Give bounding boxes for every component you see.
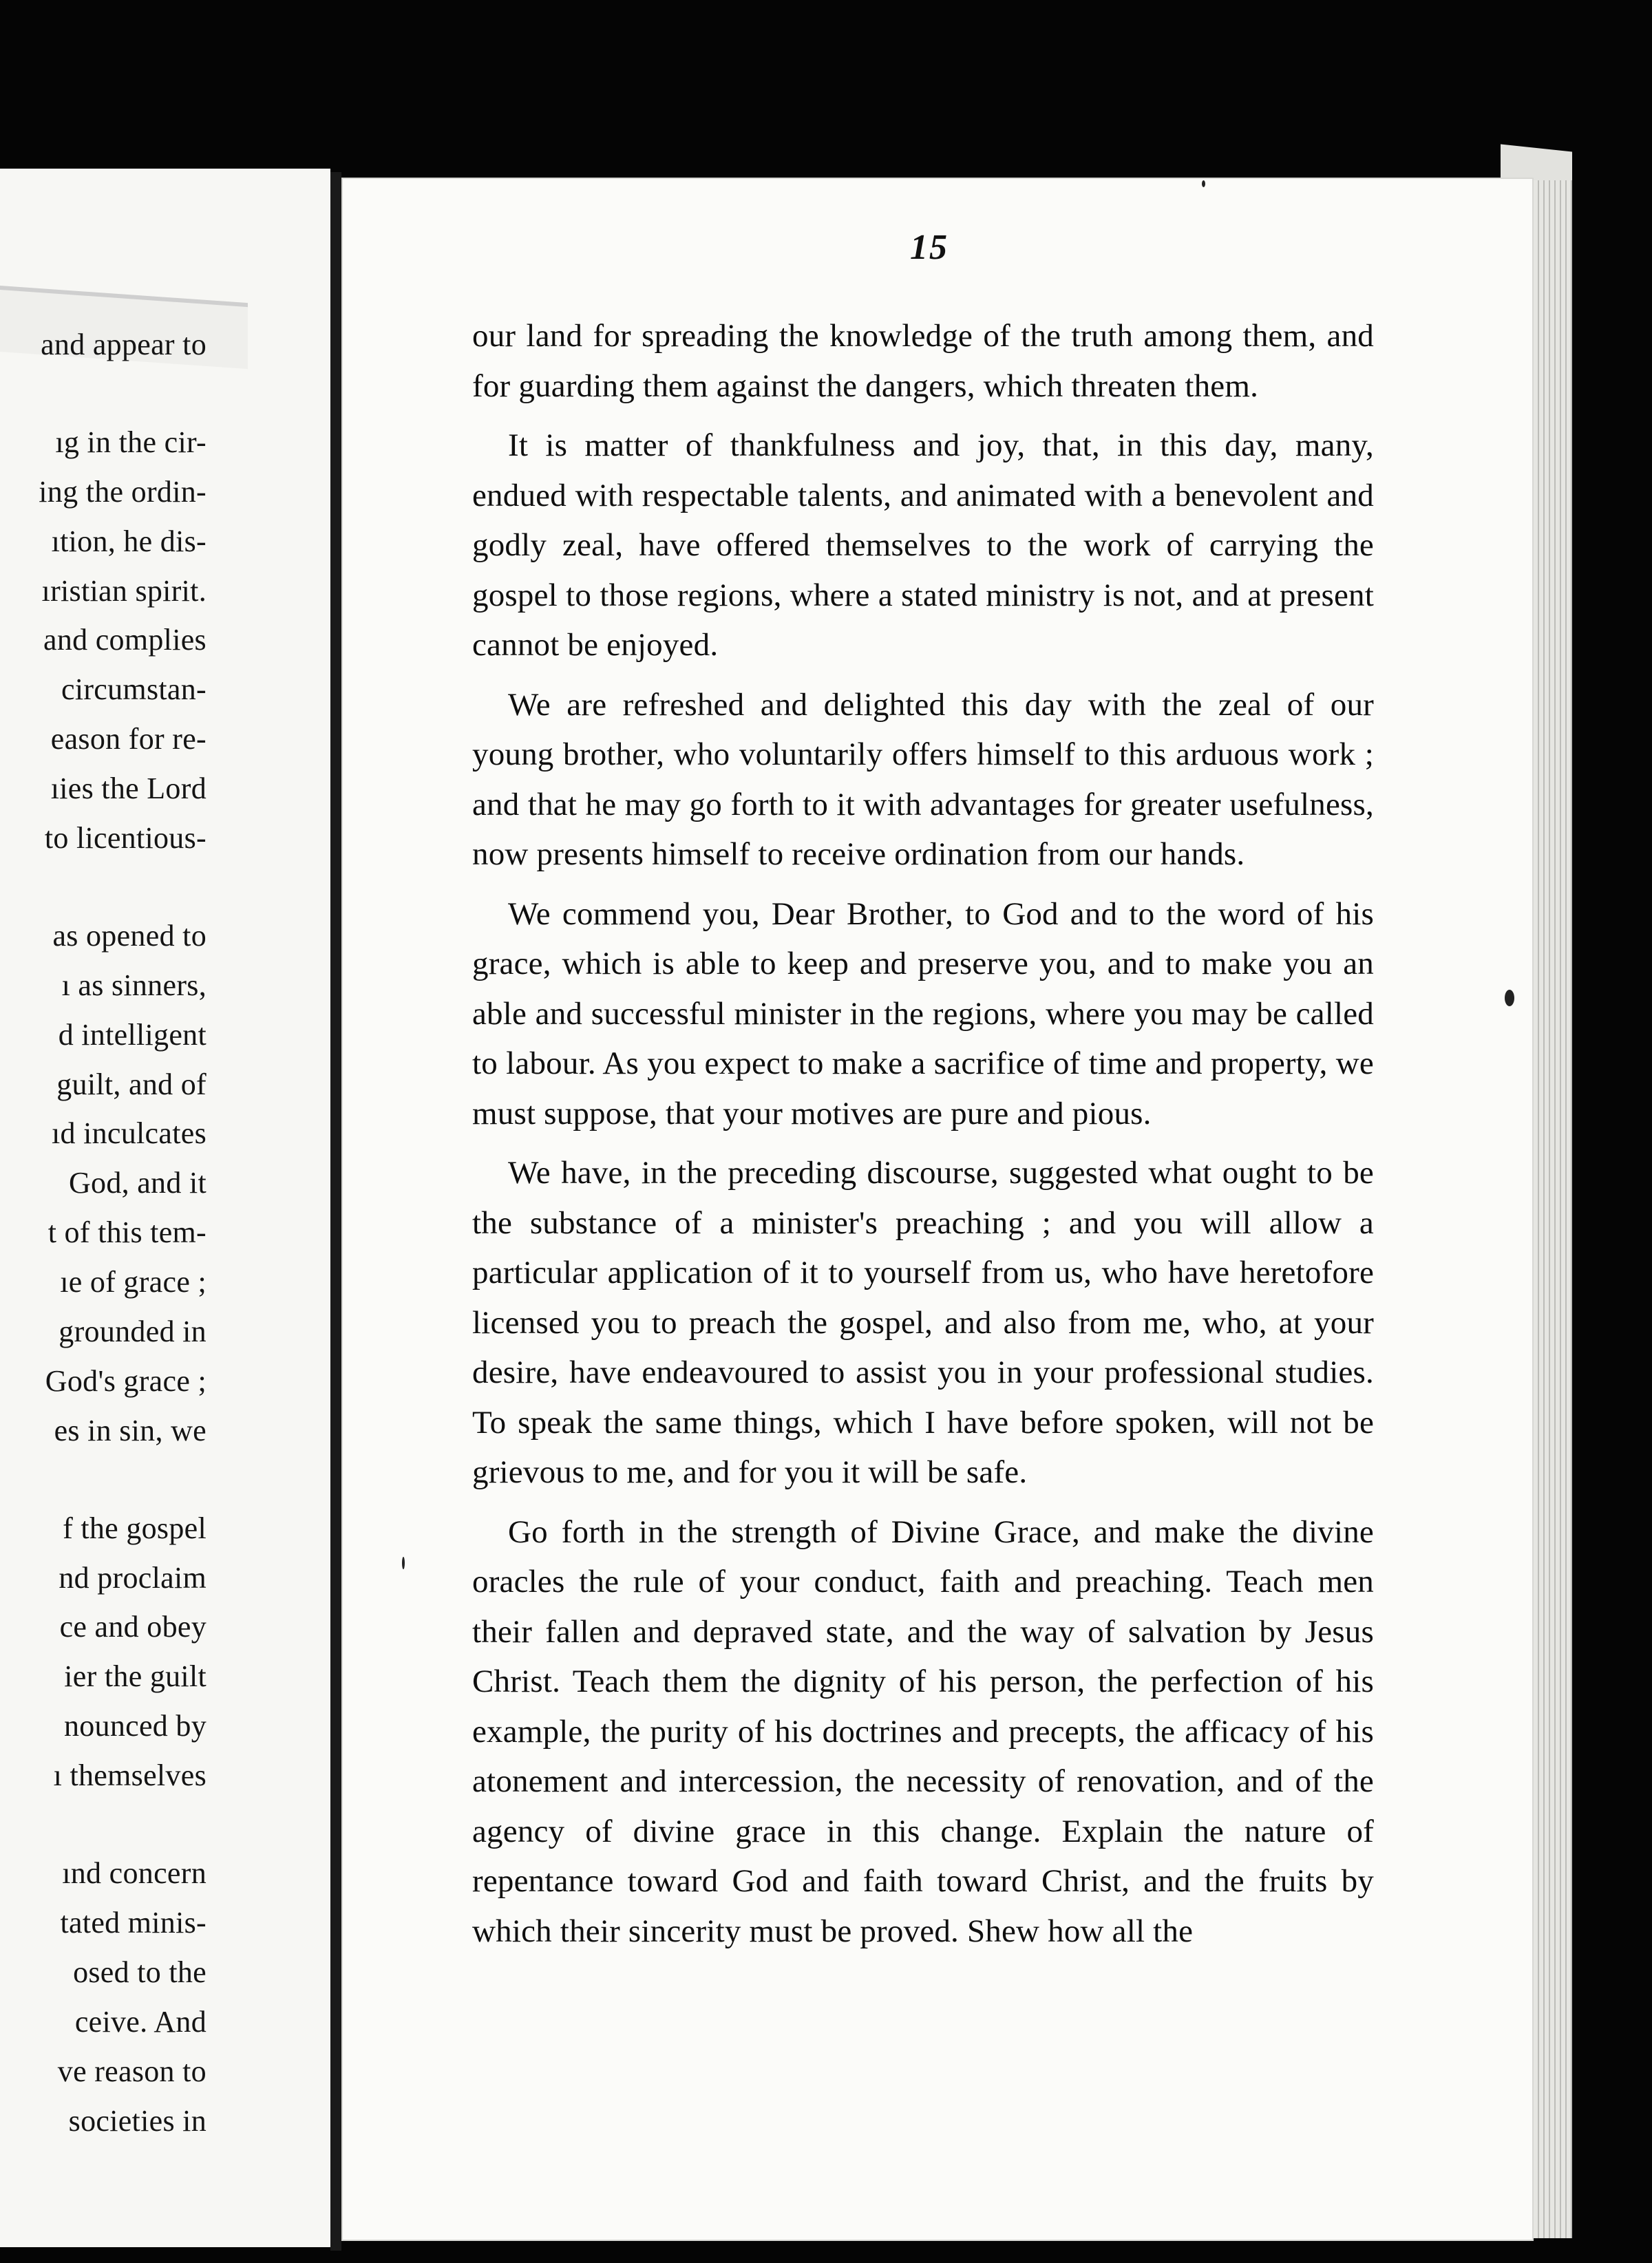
left-page-line: t of this tem- bbox=[47, 1215, 206, 1250]
left-page-line: ıe of grace ; bbox=[60, 1265, 206, 1299]
body-text bbox=[472, 311, 1374, 1966]
page-number: 15 bbox=[910, 228, 949, 267]
left-page-line: to licentious- bbox=[44, 821, 206, 856]
paragraph: our land for spreading the knowledge of the truth among them, and for guarding them against the dangers, which threaten them. bbox=[472, 318, 1374, 404]
left-page-line: osed to the bbox=[73, 1955, 206, 1989]
left-page-line: ıd inculcates bbox=[51, 1116, 206, 1151]
left-page-blank-line bbox=[0, 370, 206, 418]
left-page-line: ı themselves bbox=[53, 1759, 206, 1793]
paragraph: We have, in the preceding discourse, suggested what ought to be the substance of a minister's preaching ; and you will allow a particular application of it to yourself from us, who have heretofore licensed you to preach the gospel, and also from me, who, at your desire, have endeavoured to assist you in your professional studies. To speak the same things, which I have before spoken, will not be grievous to me, and for you it will be safe. bbox=[472, 1155, 1374, 1490]
left-page-line: ier the guilt bbox=[64, 1659, 206, 1694]
left-page-line: tated minis- bbox=[60, 1905, 206, 1940]
left-page-line: ıtion, he dis- bbox=[51, 524, 206, 558]
left-page-line: f the gospel bbox=[63, 1511, 206, 1545]
left-page-line: and complies bbox=[43, 623, 206, 657]
left-page-line: grounded in bbox=[59, 1315, 206, 1349]
paragraph: Go forth in the strength of Divine Grace, and make the divine oracles the rule of your conduct, faith and preaching. Teach men their fallen and depraved state, and the way of salvation by Jesus Christ. Teach them the dignity of his person, the perfection of his example, the purity of his doctrines and precepts, the afficacy of his atonement and intercession, the necessity of renovation, and of the agency of divine grace in this change. Explain the nature of repentance toward God and faith toward Christ, and the fruits by which their sincerity must be proved. Shew how all the bbox=[472, 1513, 1374, 1949]
left-page-line: eason for re- bbox=[50, 722, 206, 756]
dust-speck bbox=[1202, 180, 1205, 187]
left-page-text bbox=[0, 320, 206, 2145]
left-page-line: ınd concern bbox=[62, 1856, 206, 1891]
left-page-blank-line bbox=[0, 1800, 206, 1849]
left-page-line: ıg in the cir- bbox=[55, 425, 206, 459]
paragraph: It is matter of thankfulness and joy, that, in this day, many, endued with respectable talents, and animated with a benevolent and godly zeal, have offered themselves to the work of carrying the gospel to those regions, where a stated ministry is not, and at present cannot be enjoyed. bbox=[472, 427, 1374, 663]
book-gutter bbox=[330, 172, 341, 2251]
left-page-line: ıristian spirit. bbox=[41, 573, 206, 608]
left-page-blank-line bbox=[0, 1456, 206, 1504]
left-page-line: as opened to bbox=[52, 918, 206, 953]
page-edges bbox=[1534, 180, 1572, 2238]
dust-speck bbox=[402, 1557, 405, 1569]
left-page-line: es in sin, we bbox=[54, 1413, 206, 1447]
left-page-line: God's grace ; bbox=[45, 1363, 206, 1398]
left-page-line: circumstan- bbox=[61, 672, 206, 707]
left-page-line: guilt, and of bbox=[56, 1067, 206, 1101]
left-page bbox=[0, 169, 330, 2247]
paragraph: We commend you, Dear Brother, to God and to the word of his grace, which is able to keep and preserve you, and to make you an able and successful minister in the regions, where you may be called to labour. As you expect to make a sacrifice of time and property, we must suppose, that your motives are pure and pious. bbox=[472, 895, 1374, 1132]
left-page-line: ceive. And bbox=[74, 2004, 206, 2039]
left-page-line: God, and it bbox=[68, 1166, 206, 1200]
left-page-line: ı as sinners, bbox=[61, 968, 206, 1002]
dust-speck bbox=[1505, 990, 1514, 1006]
left-page-line: societies in bbox=[68, 2103, 206, 2138]
left-page-line: d intelligent bbox=[58, 1017, 206, 1052]
left-page-line: nounced by bbox=[63, 1709, 206, 1743]
left-page-blank-line bbox=[0, 863, 206, 911]
left-page-line: ing the ordin- bbox=[39, 474, 206, 509]
left-page-line: nd proclaim bbox=[59, 1560, 206, 1595]
left-page-line: ve reason to bbox=[57, 2054, 206, 2088]
left-page-line: ce and obey bbox=[59, 1610, 206, 1644]
paragraph: We are refreshed and delighted this day with the zeal of our young brother, who voluntarily offers himself to this arduous work ; and that he may go forth to it with advantages for greater usefulness, now presents himself to receive ordination from our hands. bbox=[472, 686, 1374, 872]
left-page-line: and appear to bbox=[41, 328, 206, 361]
left-page-line: ıies the Lord bbox=[50, 772, 206, 806]
